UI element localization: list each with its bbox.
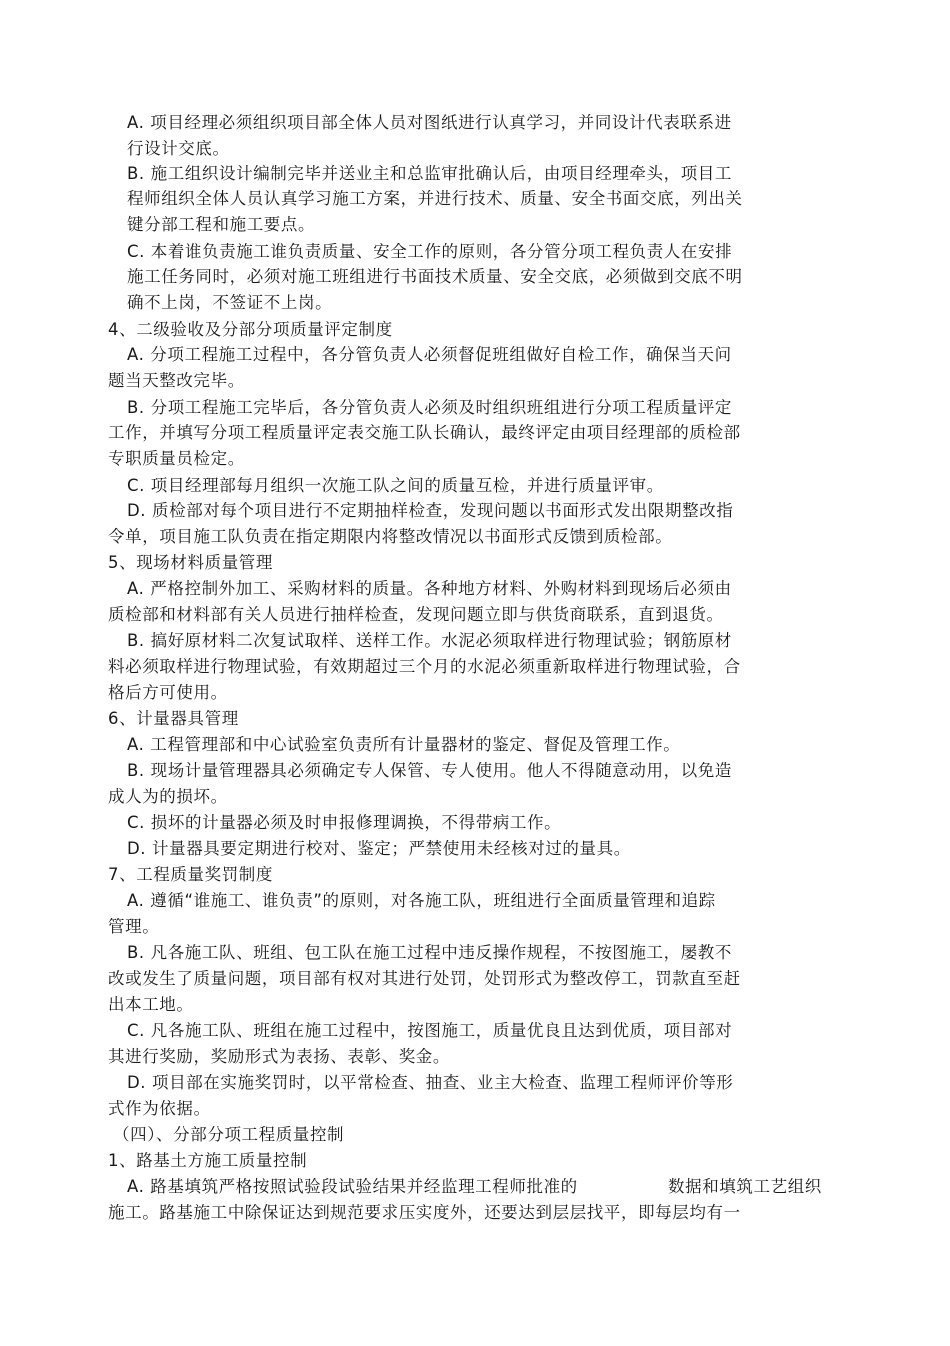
text-line: C. 本着谁负责施工谁负责质量、安全工作的原则，各分管分项工程负责人在安排 (127, 242, 733, 261)
section-heading: （四）、分部分项工程质量控制 (113, 1125, 345, 1144)
text-line: 键分部工程和施工要点。 (127, 215, 316, 234)
text-line: 专职质量员检定。 (108, 449, 245, 468)
text-line: A. 严格控制外加工、采购材料的质量。各种地方材料、外购材料到现场后必须由 (127, 579, 732, 598)
text-line: D. 计量器具要定期进行校对、鉴定；严禁使用未经核对过的量具。 (127, 839, 631, 858)
text-line: B. 施工组织设计编制完毕并送业主和总监审批确认后，由项目经理牵头，项目工 (127, 164, 733, 183)
text-line: B. 搞好原材料二次复试取样、送样工作。水泥必须取样进行物理试验；钢筋原材 (127, 631, 733, 650)
text-line: A. 遵循“谁施工、谁负责”的原则，对各施工队，班组进行全面质量管理和追踪 (127, 891, 716, 910)
text-line: 题当天整改完毕。 (108, 371, 245, 390)
text-line: 改或发生了质量问题，项目部有权对其进行处罚，处罚形式为整改停工，罚款直至赶 (108, 969, 741, 988)
text-line: 工作，并填写分项工程质量评定表交施工队长确认，最终评定由项目经理部的质检部 (108, 423, 741, 442)
section-heading: 5、现场材料质量管理 (108, 553, 273, 572)
text-line: A. 分项工程施工过程中，各分管负责人必须督促班组做好自检工作，确保当天问 (127, 345, 732, 364)
text-line: B. 凡各施工队、班组、包工队在施工过程中违反操作规程，不按图施工，屡教不 (127, 943, 733, 962)
text-line: A. 工程管理部和中心试验室负责所有计量器材的鉴定、督促及管理工作。 (127, 735, 681, 754)
text-line: 确不上岗，不签证不上岗。 (127, 293, 333, 312)
text-line-tail: 数据和填筑工艺组织 (668, 1177, 822, 1196)
text-line: C. 凡各施工队、班组在施工过程中，按图施工，质量优良且达到优质，项目部对 (127, 1021, 733, 1040)
text-line: 格后方可使用。 (108, 683, 228, 702)
section-heading: 4、二级验收及分部分项质量评定制度 (108, 320, 393, 339)
text-line: 管理。 (108, 917, 160, 936)
section-heading: 1、路基土方施工质量控制 (108, 1151, 308, 1170)
text-line: A. 项目经理必须组织项目部全体人员对图纸进行认真学习，并同设计代表联系进 (127, 113, 732, 132)
text-line: 程师组织全体人员认真学习施工方案，并进行技术、质量、安全书面交底，列出关 (127, 189, 743, 208)
text-line: A. 路基填筑严格按照试验段试验结果并经监理工程师批准的 (127, 1177, 578, 1196)
text-line: 行设计交底。 (127, 139, 230, 158)
text-line: C. 项目经理部每月组织一次施工队之间的质量互检，并进行质量评审。 (127, 476, 664, 495)
text-line: D. 质检部对每个项目进行不定期抽样检查，发现问题以书面形式发出限期整改指 (127, 501, 734, 520)
text-line: 料必须取样进行物理试验，有效期超过三个月的水泥必须重新取样进行物理试验，合 (108, 657, 741, 676)
text-line: 质检部和材料部有关人员进行抽样检查，发现问题立即与供货商联系，直到退货。 (108, 605, 724, 624)
text-line: 其进行奖励，奖励形式为表扬、表彰、奖金。 (108, 1047, 450, 1066)
text-line: B. 分项工程施工完毕后，各分管负责人必须及时组织班组进行分项工程质量评定 (127, 398, 733, 417)
text-line: 式作为依据。 (108, 1099, 211, 1118)
section-heading: 7、工程质量奖罚制度 (108, 865, 273, 884)
text-line: 施工。路基施工中除保证达到规范要求压实度外，还要达到层层找平，即每层均有一 (108, 1203, 741, 1222)
text-line: 施工任务同时，必须对施工班组进行书面技术质量、安全交底，必须做到交底不明 (127, 267, 743, 286)
text-line: D. 项目部在实施奖罚时，以平常检查、抽查、业主大检查、监理工程师评价等形 (127, 1073, 734, 1092)
text-line: 出本工地。 (108, 995, 194, 1014)
text-line: C. 损坏的计量器必须及时申报修理调换，不得带病工作。 (127, 813, 562, 832)
text-line: 成人为的损坏。 (108, 787, 228, 806)
text-line: B. 现场计量管理器具必须确定专人保管、专人使用。他人不得随意动用，以免造 (127, 761, 733, 780)
section-heading: 6、计量器具管理 (108, 709, 239, 728)
text-line: 令单，项目施工队负责在指定期限内将整改情况以书面形式反馈到质检部。 (108, 527, 673, 546)
